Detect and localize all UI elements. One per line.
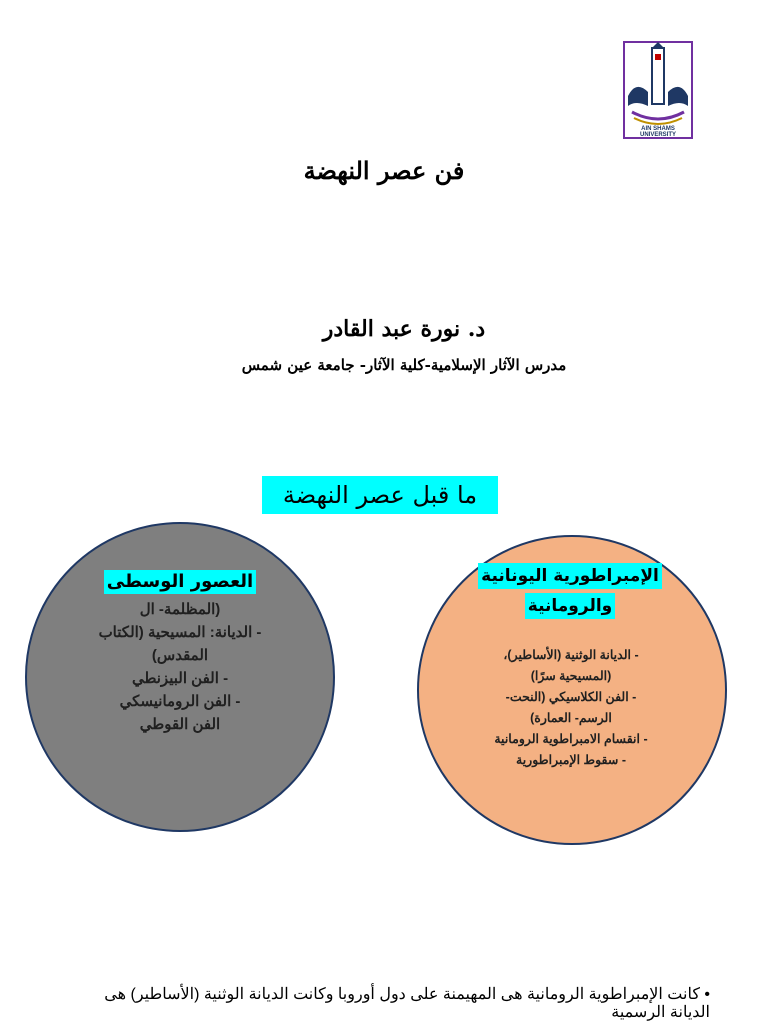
empire-title-line2: والرومانية [525, 593, 615, 619]
middle-ages-title-wrap [90, 570, 270, 594]
logo-caption: AIN SHAMS UNIVERSITY [639, 126, 676, 138]
bullet-paragraph: • كانت الإمبراطوية الرومانية هى المهيمنة على دول أوروبا وكانت الديانة الوثنية (الأساطير) هى الديانة الرسمية [104, 986, 710, 1021]
middle-ages-line: (المظلمة- ال [139, 601, 221, 618]
empire-line: الرسم- العمارة) [530, 711, 612, 725]
middle-ages-title: العصور الوسطى [104, 570, 256, 594]
middle-ages-line: الفن القوطي [139, 716, 221, 733]
middle-ages-line: المقدس) [151, 647, 209, 664]
section-heading: ما قبل عصر النهضة [262, 476, 498, 514]
empire-line: - انقسام الامبراطوية الرومانية [494, 732, 648, 746]
middle-ages-line: - الديانة: المسيحية (الكتاب [98, 624, 262, 641]
empire-title-line1: الإمبراطورية اليونانية [478, 563, 662, 589]
document-title: فن عصر النهضة [303, 156, 465, 185]
empire-line: - الديانة الوثنية (الأساطير)، [503, 648, 639, 662]
middle-ages-line: - الفن الرومانيسكي [119, 693, 241, 710]
author-name: د. نورة عبد القادر [322, 316, 486, 342]
empire-line: - سقوط الإمبراطورية [516, 753, 626, 767]
middle-ages-list [60, 598, 300, 736]
empire-list [440, 645, 702, 771]
middle-ages-line: - الفن البيزنطي [131, 670, 229, 687]
empire-title-wrap [455, 563, 685, 623]
empire-line: (المسيحية سرًا) [530, 669, 612, 683]
empire-line: - الفن الكلاسيكي (النحت- [505, 690, 637, 704]
university-logo [622, 40, 694, 140]
author-affiliation: مدرس الآثار الإسلامية-كلية الآثار- جامعة عين شمس [241, 356, 567, 374]
